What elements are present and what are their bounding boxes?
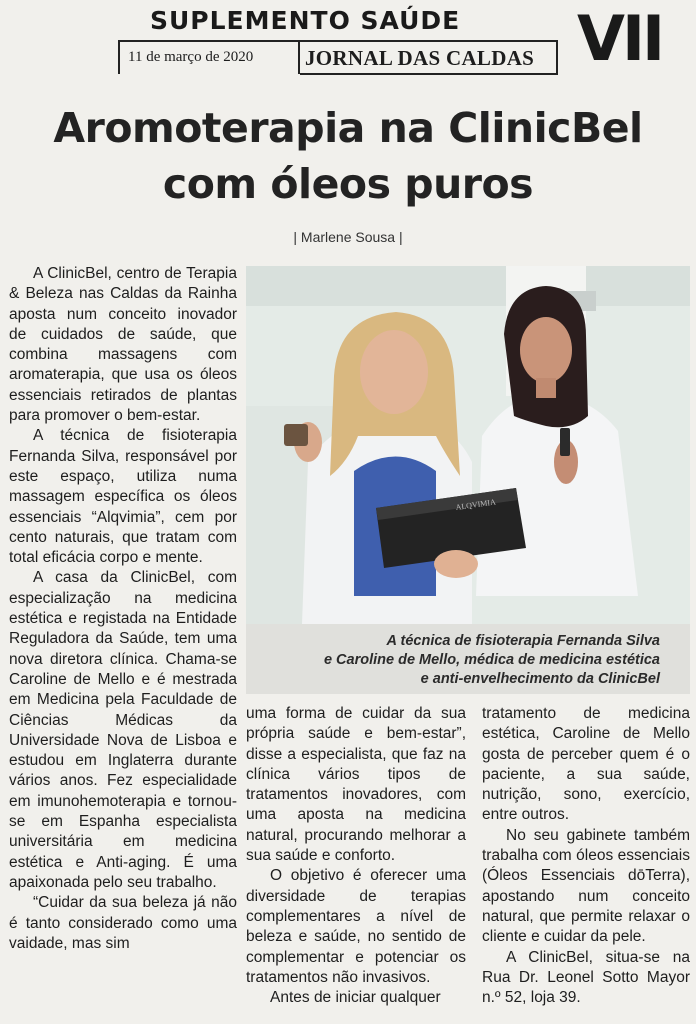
paragraph: uma forma de cuidar da sua própria saúde e bem-estar”, disse a especialista, que faz na clínica vários tipos de tratamentos inovadores, com uma aposta na medicina natural, procurando melhorar a sua saúde e conforto.	[246, 705, 466, 865]
headline-line: com óleos puros	[162, 160, 534, 208]
masthead-divider	[556, 42, 558, 74]
article-column-1	[9, 264, 237, 954]
paragraph: A casa da ClinicBel, com especialização na medicina estética e registada na Entidade Reguladora da Saúde, tem uma nova diretora clínica. Chama-se Caroline de Mello e é mestrada em Medicina pela Faculdade de Ciências Médicas da Universidade Nova de Lisboa e estudou em Inglaterra durante vários anos. Fez especialidade em imunohemoterapia e tornou-se em Espanha especialista universitária em medicina estética e Anti-aging. É uma apaixonada pelo seu trabalho.	[9, 569, 237, 891]
masthead-divider	[298, 42, 300, 74]
paragraph: No seu gabinete também trabalha com óleos essenciais (Óleos Essenciais dōTerra), apostando num conceito natural, que permite relaxar o cliente e cuidar da pele.	[482, 826, 690, 946]
caption-line: e anti-envelhecimento da ClinicBel	[420, 671, 660, 687]
page-number: VII	[577, 2, 663, 75]
photo-illustration	[246, 266, 690, 624]
paragraph: A ClinicBel, centro de Terapia & Beleza nas Caldas da Rainha aposta num conceito inovador de cuidados de saúde, que combina massagens com aromaterapia, que usa os óleos essenciais retirados de plantas para promover o bem-estar.	[9, 265, 237, 425]
paragraph: tratamento de medicina estética, Caroline de Mello gosta de perceber quem é o paciente, a sua saúde, nutrição, sono, exercício, entre outros.	[482, 705, 690, 824]
article-headline	[0, 100, 696, 212]
masthead-rule	[300, 73, 558, 75]
headline-line: Aromoterapia na ClinicBel	[53, 104, 643, 152]
caption-line: e Caroline de Mello, médica de medicina estética	[323, 652, 660, 668]
article-column-2	[246, 704, 466, 1008]
photo-caption	[250, 632, 660, 689]
supplement-title: SUPLEMENTO SAÚDE	[150, 6, 461, 35]
paragraph: A técnica de fisioterapia Fernanda Silva, responsável por este espaço, utiliza numa massagem específica os óleos essenciais “Alqvimia”, cem por cento naturais, que tratam com total eficácia corpo e mente.	[9, 427, 237, 567]
paragraph: A ClinicBel, situa-se na Rua Dr. Leonel Sotto Mayor n.º 52, loja 39.	[482, 948, 690, 1007]
caption-line: A técnica de fisioterapia Fernanda Silva	[386, 633, 660, 649]
paragraph: O objetivo é oferecer uma diversidade de terapias complementares a nível de beleza e saúde, no sentido de complementar e potenciar os tratamentos não invasivos.	[246, 867, 466, 986]
newspaper-name: JORNAL DAS CALDAS	[305, 46, 535, 70]
paragraph: Antes de iniciar qualquer	[270, 989, 441, 1007]
article-photo	[246, 266, 690, 624]
paragraph: “Cuidar da sua beleza já não é tanto considerado como uma vaidade, mas sim	[9, 894, 237, 952]
byline: | Marlene Sousa |	[293, 229, 403, 245]
masthead-divider	[118, 42, 120, 74]
article-column-3	[482, 704, 690, 1008]
masthead-rule	[118, 40, 558, 42]
product-box-label: ALQVIMIA	[455, 497, 497, 512]
publication-date: 11 de março de 2020	[128, 49, 254, 65]
masthead	[0, 0, 696, 80]
